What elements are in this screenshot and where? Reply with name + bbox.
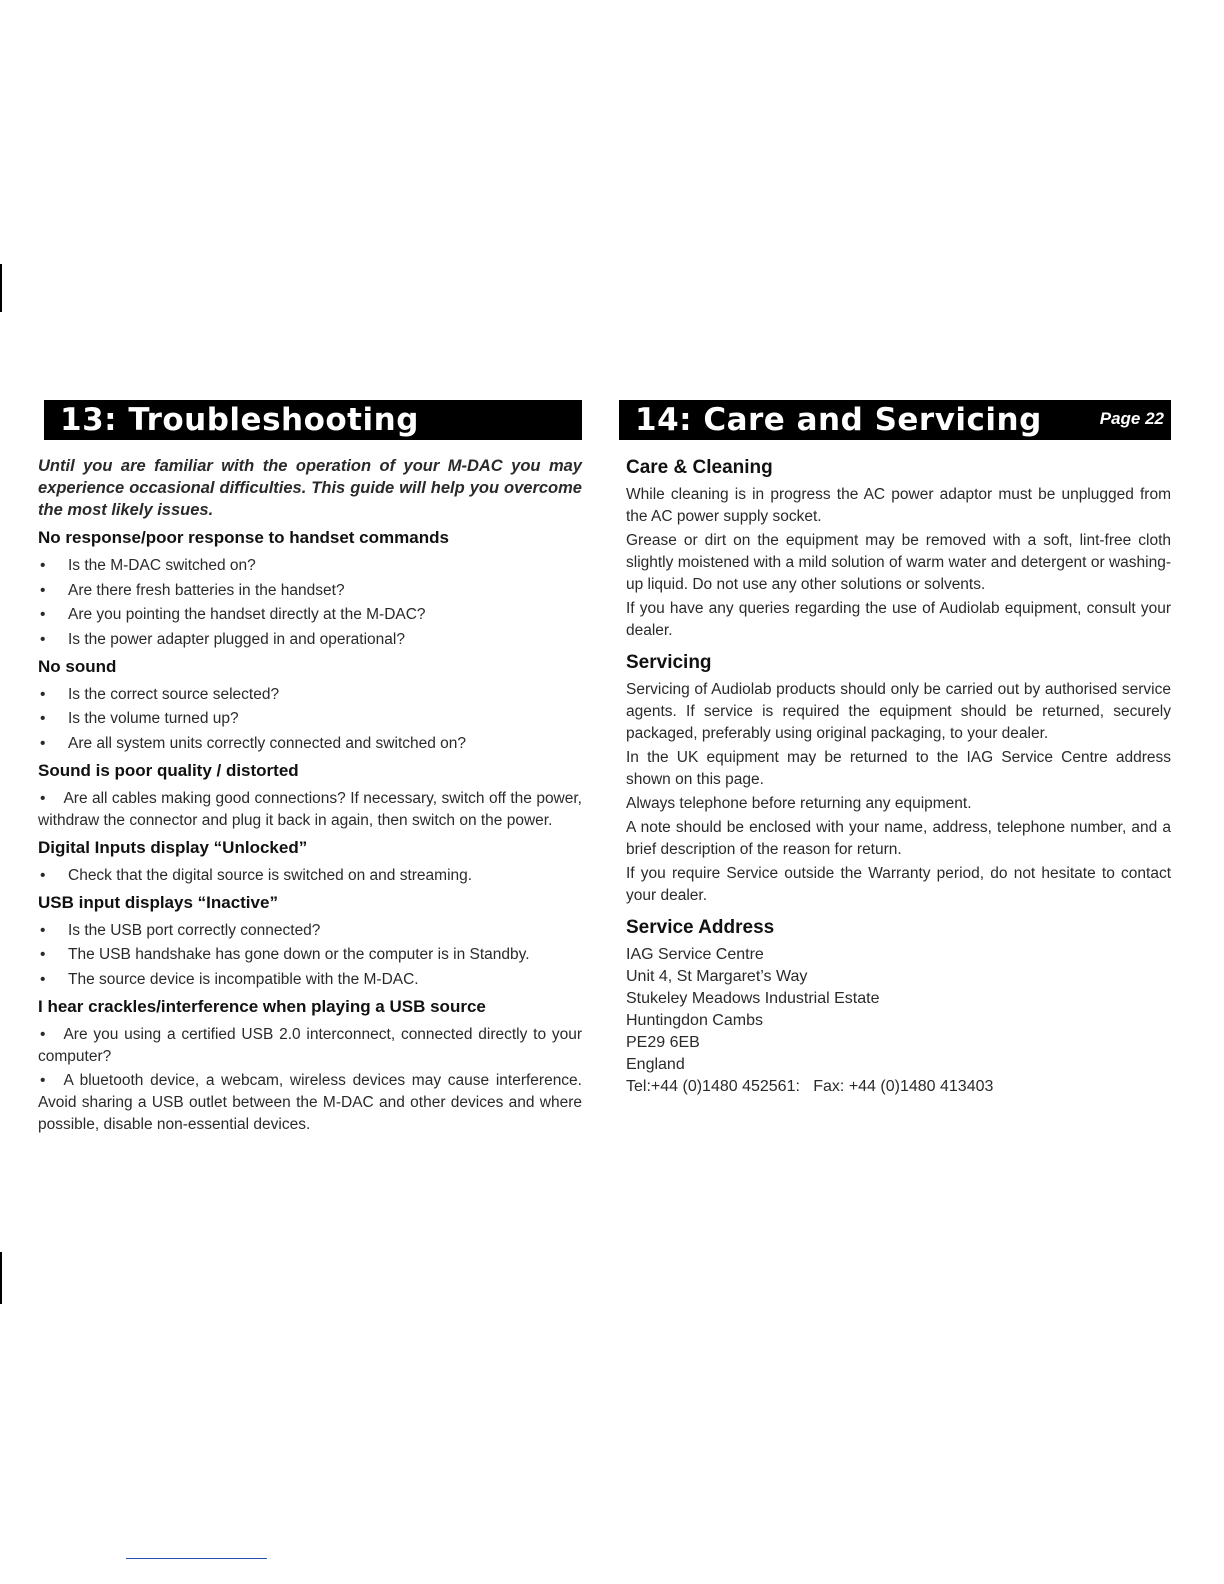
paragraph: Grease or dirt on the equipment may be removed with a soft, lint-free cloth slightly moistened with a mild solution of warm water and detergent or washing-up liquid. Do not use any other solutions or solvents. [626, 532, 1171, 593]
paragraph: If you have any queries regarding the use of Audiolab equipment, consult your dealer. [626, 600, 1171, 639]
list-item: • Are you pointing the handset directly at the M-DAC? [38, 604, 582, 626]
care-content [626, 455, 1171, 1098]
service-address [626, 944, 1171, 1098]
list-item: • Check that the digital source is switched on and streaming. [38, 865, 582, 887]
section-heading-no-sound: No sound [38, 656, 117, 676]
troubleshooting-banner [44, 400, 582, 440]
footer-rule [126, 1558, 267, 1559]
section-heading-unlocked: Digital Inputs display “Unlocked” [38, 837, 308, 857]
no-sound-list [38, 684, 582, 755]
care-banner [619, 400, 1171, 440]
list-item: • Are there fresh batteries in the handset? [38, 580, 582, 602]
list-item: • Are all system units correctly connected and switched on? [38, 733, 582, 755]
list-item: • Is the volume turned up? [38, 708, 582, 730]
page-number: Page 22 [1099, 409, 1164, 428]
list-item: • Are all cables making good connections? If necessary, switch off the power, withdraw the connector and plug it back in again, then switch on the power. [38, 788, 582, 832]
address-line: PE29 6EB [626, 1034, 700, 1051]
list-item: • Is the USB port correctly connected? [38, 920, 582, 942]
list-item: • Is the power adapter plugged in and operational? [38, 629, 582, 651]
list-item: • The USB handshake has gone down or the computer is in Standby. [38, 944, 582, 966]
phone-fax-line: Tel:+44 (0)1480 452561: Fax: +44 (0)1480 413403 [626, 1078, 994, 1095]
left-edge-mark-top [0, 264, 2, 312]
left-edge-mark-bottom [0, 1252, 2, 1304]
list-item: • A bluetooth device, a webcam, wireless devices may cause interference. Avoid sharing a USB outlet between the M-DAC and other devices and where possible, disable non-essential devices. [38, 1070, 582, 1136]
section-heading-no-response: No response/poor response to handset commands [38, 528, 449, 547]
unlocked-list [38, 865, 582, 887]
paragraph: Servicing of Audiolab products should only be carried out by authorised service agents. If service is required the equipment should be returned, securely packaged, preferably using original packaging, to your dealer. [626, 681, 1171, 742]
list-item: • The source device is incompatible with the M-DAC. [38, 969, 582, 991]
list-item: • Is the M-DAC switched on? [38, 555, 582, 577]
paragraph: In the UK equipment may be returned to the IAG Service Centre address shown on this page. [626, 749, 1171, 788]
troubleshooting-title: 13: Troubleshooting [60, 402, 419, 438]
care-column [619, 400, 1171, 1098]
poor-quality-list [38, 788, 582, 832]
no-response-list [38, 555, 582, 651]
paragraph: While cleaning is in progress the AC power adaptor must be unplugged from the AC power supply socket. [626, 486, 1171, 525]
list-item: • Is the correct source selected? [38, 684, 582, 706]
paragraph: If you require Service outside the Warranty period, do not hesitate to contact your dealer. [626, 865, 1171, 904]
paragraph: Always telephone before returning any equipment. [626, 795, 972, 812]
usb-inactive-list [38, 920, 582, 991]
paragraph: A note should be enclosed with your name, address, telephone number, and a brief description of the reason for return. [626, 819, 1171, 858]
servicing-heading: Servicing [626, 652, 712, 673]
address-line: Huntingdon Cambs [626, 1012, 763, 1029]
address-line: Unit 4, St Margaret’s Way [626, 968, 808, 985]
care-cleaning-heading: Care & Cleaning [626, 457, 773, 478]
care-title: 14: Care and Servicing [635, 402, 1042, 438]
section-heading-crackles: I hear crackles/interference when playing a USB source [38, 996, 486, 1016]
section-heading-usb-inactive: USB input displays “Inactive” [38, 892, 278, 912]
section-heading-poor-quality: Sound is poor quality / distorted [38, 760, 299, 780]
service-address-heading: Service Address [626, 917, 775, 938]
troubleshooting-content [38, 455, 582, 1136]
address-line: IAG Service Centre [626, 946, 764, 963]
list-item: • Are you using a certified USB 2.0 interconnect, connected directly to your computer? [38, 1024, 582, 1068]
address-line: England [626, 1056, 685, 1073]
troubleshooting-intro: Until you are familiar with the operation of your M-DAC you may experience occasional difficulties. This guide will help you overcome the most likely issues. [38, 457, 582, 519]
address-line: Stukeley Meadows Industrial Estate [626, 990, 880, 1007]
troubleshooting-column [38, 400, 582, 1139]
crackles-list [38, 1024, 582, 1137]
